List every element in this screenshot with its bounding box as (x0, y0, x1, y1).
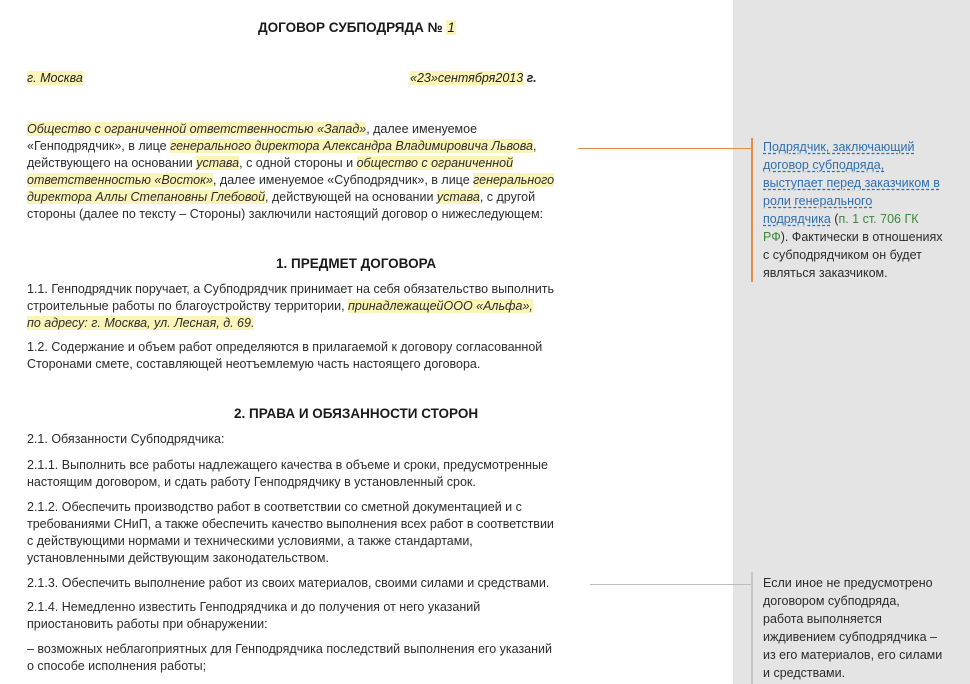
property-owner-field: принадлежащейООО «Альфа», (348, 299, 533, 313)
law-reference-link[interactable]: п. 1 ст. 706 ГК (838, 212, 919, 226)
date-month-field: сентября (437, 71, 496, 85)
contract-number: 1 (447, 20, 455, 35)
section2-heading: 2. ПРАВА И ОБЯЗАННОСТИ СТОРОН (234, 406, 479, 421)
section1-heading: 1. ПРЕДМЕТ ДОГОВОРА (276, 256, 437, 271)
note1-marker-bar (751, 138, 753, 282)
party1-basis: устава (196, 156, 240, 170)
clause-dash-item: – возможных неблагоприятных для Генподрядчика последствий выполнения его указаний о способе исполнения работы; (27, 642, 552, 673)
note1-link[interactable]: Подрядчик, заключающий (763, 140, 915, 154)
clause-2-1: 2.1. Обязанности Субподрядчика: (27, 432, 225, 446)
party2-basis: устава (436, 190, 480, 204)
party1-representative: генерального директора Александра Владимировича Львова (170, 139, 533, 153)
date-day-field: «23» (410, 71, 438, 85)
clause-2-1-2: 2.1.2. Обеспечить производство работ в соответствии со сметной документацией и с требованиями СНиП, а также обеспечить качество выполнения всех работ в соответствии с действующими нормами и техническими условиями, а также стандартами, установленными действующим законодательством. (27, 500, 554, 565)
clause-2-1-4: 2.1.4. Немедленно известить Генподрядчика и до получения от него указаний приостановить работы при обнаружении: (27, 600, 481, 631)
clause-1-2: 1.2. Содержание и объем работ определяются в прилагаемой к договору согласованной Сторонами смете, составляющей неотъемлемую часть настоящего договора. (27, 340, 543, 371)
date-suffix: г. (523, 71, 537, 85)
note-materials: Если иное не предусмотрено договором субподряда, работа выполняется иждивением субподрядчика – из его материалов, его силами и средствами. (763, 576, 943, 680)
city-field: г. Москва (27, 71, 83, 85)
clause-2-1-3: 2.1.3. Обеспечить выполнение работ из своих материалов, своими силами и средствами. (27, 576, 550, 590)
clause-2-1-1: 2.1.1. Выполнить все работы надлежащего качества в объеме и сроки, предусмотренные настоящим договором, и сдать работу Генподрядчику в установленный срок. (27, 458, 548, 489)
date-year-field: 2013 (495, 71, 524, 85)
party2-name: общество с ограниченной (356, 156, 514, 170)
preamble-paragraph: Общество с ограниченной ответственностью «Запад», далее именуемое «Генподрядчик», в лице генерального директора Александра Владимировича Львова, действующего на основании устава, с одной стороны и общество с ограниченной ответственностью «Восток», далее именуемое «Субподрядчик», в лице генерального директора Аллы Степановны Глебовой, действующей на основании устава, с другой стороны (далее по тексту – Стороны) заключили настоящий договор о нижеследующем: (27, 122, 555, 221)
document-title (258, 20, 456, 35)
property-address-field: по адресу: г. Москва, ул. Лесная, д. 69. (27, 316, 255, 330)
note1-connector-line (578, 148, 753, 149)
title-text: ДОГОВОР СУБПОДРЯДА № (258, 20, 443, 35)
note-subcontract-role: Подрядчик, заключающий договор субподряда, выступает перед заказчиком в роли генерального подрядчика (п. 1 ст. 706 ГК РФ). Фактически в отношениях с субподрядчиком он будет являться заказчиком. (763, 140, 943, 280)
note2-marker-bar (751, 572, 753, 684)
date-line (410, 71, 537, 85)
clause-1-1: 1.1. Генподрядчик поручает, а Субподрядчик принимает на себя обязательство выполнить строительные работы по благоустройству территории, принадлежащейООО «Альфа», по адресу: г. Москва, ул. Лесная, д. 69. (27, 282, 554, 330)
party2-representative: генерального (473, 173, 555, 187)
party1-name: Общество с ограниченной ответственностью «Запад» (27, 122, 367, 136)
city-line (27, 71, 83, 85)
note2-connector-line (590, 584, 753, 585)
